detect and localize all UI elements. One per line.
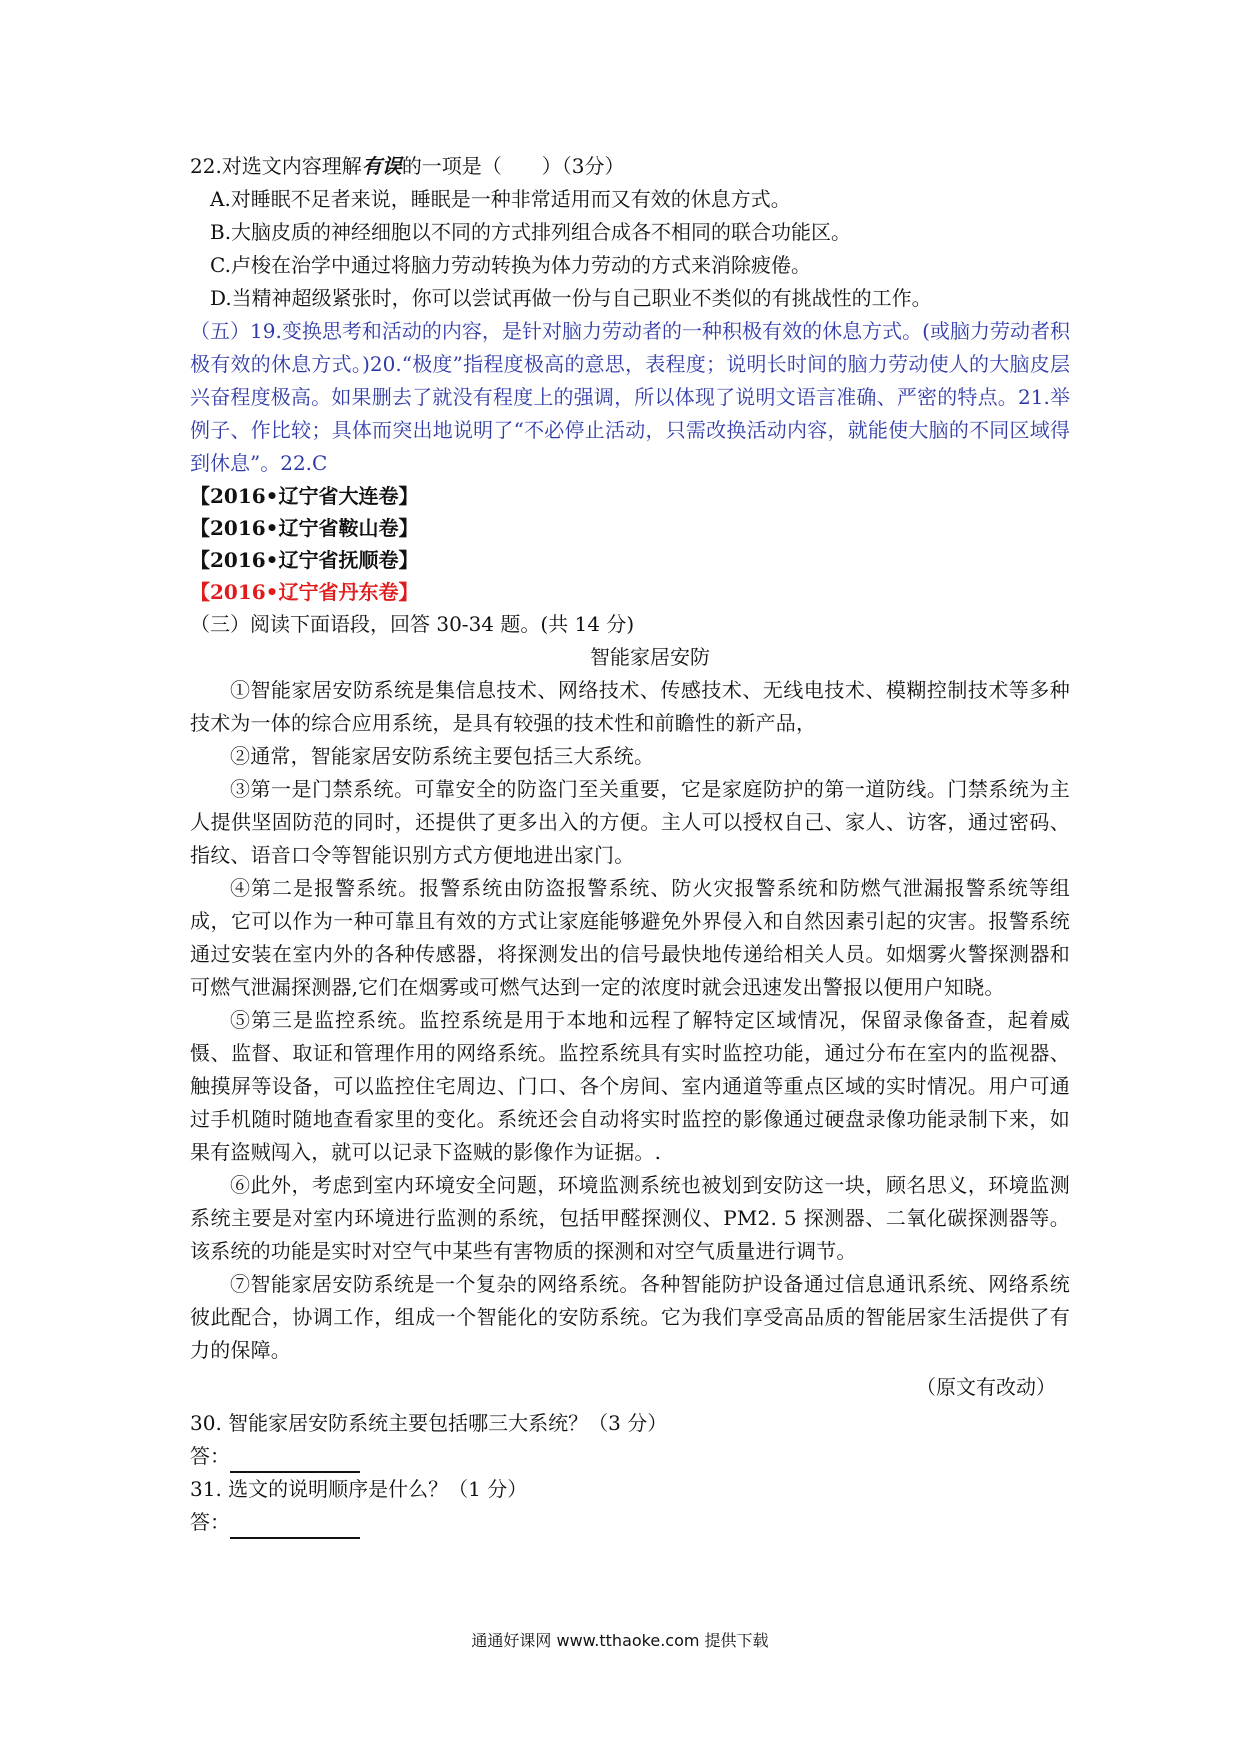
passage-paragraph-5: ⑤第三是监控系统。监控系统是用于本地和远程了解特定区域情况，保留录像备查，起着威慑、监督、取证和管理作用的网络系统。监控系统具有实时监控功能，通过分布在室内的监视器、触摸屏等设备，可以监控住宅周边、门口、各个房间、室内通道等重点区域的实时情况。用户可通过手机随时随地查看家里的变化。系统还会自动将实时监控的影像通过硬盘录像功能录制下来，如果有盗贼闯入，就可以记录下盗贼的影像作为证据。. xyxy=(190,1008,1070,1164)
source-fushun: 【2016•辽宁省抚顺卷】 xyxy=(190,548,419,572)
question-22-prefix: 22.对选文内容理解 xyxy=(190,154,362,178)
answer-31 xyxy=(190,1506,1070,1539)
option-d: D.当精神超级紧张时，你可以尝试再做一份与自己职业不类似的有挑战性的工作。 xyxy=(210,286,932,310)
option-c: C.卢梭在治学中通过将脑力劳动转换为体力劳动的方式来消除疲倦。 xyxy=(210,253,811,277)
passage-paragraph-4: ④第二是报警系统。报警系统由防盗报警系统、防火灾报警系统和防燃气泄漏报警系统等组成，它可以作为一种可靠且有效的方式让家庭能够避免外界侵入和自然因素引起的灾害。报警系统通过安装在室内外的各种传感器，将探测发出的信号最快地传递给相关人员。如烟雾火警探测器和可燃气泄漏探测器,它们在烟雾或可燃气达到一定的浓度时就会迅速发出警报以便用户知晓。 xyxy=(190,876,1070,999)
page-footer: 通通好课网 www.tthaoke.com 提供下载 xyxy=(471,1631,769,1650)
passage-paragraph-6: ⑥此外，考虑到室内环境安全问题，环境监测系统也被划到安防这一块，顾名思义，环境监测系统主要是对室内环境进行监测的系统，包括甲醛探测仪、PM2. 5 探测器、二氧化碳探测器等。该系统的功能是实时对空气中某些有害物质的探测和对空气质量进行调节。 xyxy=(190,1173,1070,1263)
passage-title: 智能家居安防 xyxy=(590,645,710,669)
question-22 xyxy=(190,150,1070,183)
answer-30-label: 答： xyxy=(190,1444,230,1468)
section-intro: （三）阅读下面语段，回答 30-34 题。(共 14 分) xyxy=(190,612,635,636)
question-22-emphasis: 有误 xyxy=(361,154,402,178)
question-31: 31. 选文的说明顺序是什么？（1 分） xyxy=(190,1477,528,1501)
passage-paragraph-7: ⑦智能家居安防系统是一个复杂的网络系统。各种智能防护设备通过信息通讯系统、网络系统彼此配合，协调工作，组成一个智能化的安防系统。它为我们享受高品质的智能居家生活提供了有力的保障。 xyxy=(190,1272,1070,1362)
question-22-suffix: 的一项是（ ）（3分） xyxy=(401,154,625,178)
document-page xyxy=(190,150,1070,1539)
passage-paragraph-3: ③第一是门禁系统。可靠安全的防盗门至关重要，它是家庭防护的第一道防线。门禁系统为主人提供坚固防范的同时，还提供了更多出入的方便。主人可以授权自己、家人、访客，通过密码、指纹、语音口令等智能识别方式方便地进出家门。 xyxy=(190,777,1070,867)
passage-paragraph-1: ①智能家居安防系统是集信息技术、网络技术、传感技术、无线电技术、模糊控制技术等多种技术为一体的综合应用系统，是具有较强的技术性和前瞻性的新产品， xyxy=(190,678,1070,735)
answer-31-label: 答： xyxy=(190,1510,230,1534)
option-b: B.大脑皮质的神经细胞以不同的方式排列组合成各不相同的联合功能区。 xyxy=(210,220,852,244)
source-anshan: 【2016•辽宁省鞍山卷】 xyxy=(190,516,419,540)
source-dalian: 【2016•辽宁省大连卷】 xyxy=(190,484,419,508)
answer-31-blank[interactable] xyxy=(230,1515,360,1539)
answer-key-block: （五）19.变换思考和活动的内容，是针对脑力劳动者的一种积极有效的休息方式。(或脑力劳动者积极有效的休息方式。)20.“极度”指程度极高的意思，表程度；说明长时间的脑力劳动使人的大脑皮层兴奋程度极高。如果删去了就没有程度上的强调，所以体现了说明文语言准确、严密的特点。21.举例子、作比较；具体而突出地说明了“不必停止活动，只需改换活动内容，就能使大脑的不同区域得到休息”。22.C xyxy=(190,319,1070,475)
option-a: A.对睡眠不足者来说，睡眠是一种非常适用而又有效的休息方式。 xyxy=(210,187,791,211)
answer-30-blank[interactable] xyxy=(230,1449,360,1473)
revision-note: （原文有改动） xyxy=(916,1375,1056,1399)
passage-paragraph-2: ②通常，智能家居安防系统主要包括三大系统。 xyxy=(230,744,655,768)
source-dandong: 【2016•辽宁省丹东卷】 xyxy=(190,580,419,604)
question-30: 30. 智能家居安防系统主要包括哪三大系统？（3 分） xyxy=(190,1411,668,1435)
answer-30 xyxy=(190,1440,1070,1473)
